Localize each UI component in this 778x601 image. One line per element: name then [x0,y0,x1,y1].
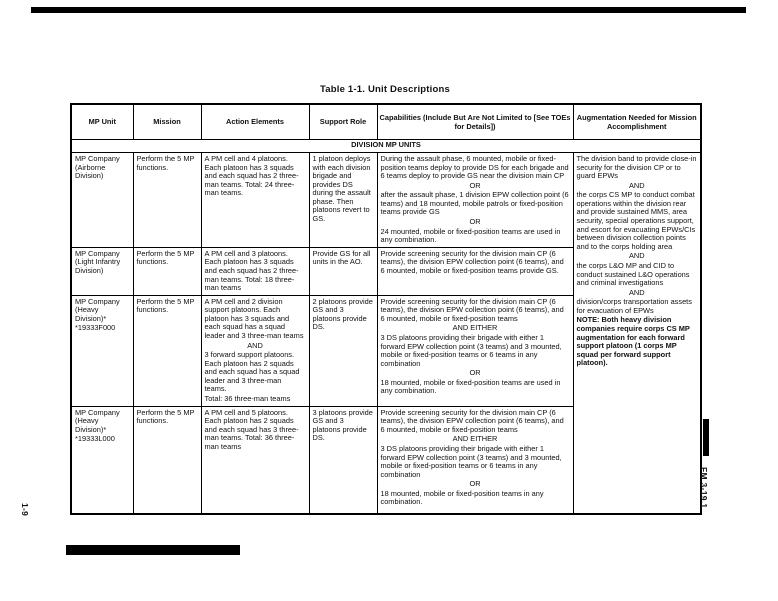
augmentation-joiner: AND [628,287,645,297]
capability-text: Provide screening security for the division main CP (6 teams), the division EPW collection point (6 teams), and 6 mounted, mobile or fixed-position teams [380,296,564,323]
action-elements-text: A PM cell and 3 platoons. Each platoon has 3 squads and each squad has 2 three-man teams. Total: 18 three-man teams [204,248,299,293]
mp-unit-name: MP Company (Airborne Division) [75,154,120,181]
capability-text: 3 DS platoons providing their brigade with either 1 forward EPW collection point (3 teams) and 3 mounted, mobile or fixed-position teams or 6 teams in any combination [380,443,562,479]
mp-unit-cell [71,153,133,248]
mp-unit-name: MP Company (Heavy Division)* [75,407,120,434]
capability-joiner: AND EITHER [452,323,498,333]
support-role-text: 3 platoons provide GS and 3 platoons provide DS. [312,407,373,443]
col-header-mp-unit: MP Unit [71,104,133,140]
mission-cell [133,247,201,295]
mission-cell [133,153,201,248]
col-header-augmentation: Augmentation Needed for Mission Accomplishment [573,104,701,140]
mission-text: Perform the 5 MP functions. [136,154,195,172]
mp-unit-cell [71,406,133,514]
action-elements-joiner: AND [247,340,263,350]
table-row-airborne [71,153,701,248]
mp-unit-cell [71,295,133,406]
support-role-cell [309,153,377,248]
capability-joiner: OR [469,217,481,227]
capability-text: Provide screening security for the division main CP (6 teams), the division EPW collection point (6 teams), and 6 mounted, mobile or fixed-position teams provide GS. [380,248,564,275]
support-role-cell [309,406,377,514]
mission-text: Perform the 5 MP functions. [136,248,195,267]
col-header-support-role: Support Role [309,104,377,140]
capabilities-cell [377,295,573,406]
capability-joiner: AND EITHER [452,434,498,444]
col-header-mission: Mission [133,104,201,140]
mp-unit-toe-code: *19333L000 [75,434,115,444]
augmentation-text: the corps L&O MP and CID to conduct sustained L&O operations and criminal investigations [576,260,690,288]
action-elements-text: A PM cell and 2 division support platoons. Each platoon has 3 squads and each squad has a squad leader and 3 three-man teams [204,296,304,340]
table-title: Table 1-1. Unit Descriptions [319,84,450,95]
action-elements-text: A PM cell and 5 platoons. Each platoon has 2 squads and each squad has 3 three-man teams. Total: 36 three-man teams [204,407,299,451]
page-number: 1-9 [20,503,30,517]
capability-text: 18 mounted, mobile or fixed-position teams in any combination. [380,488,544,507]
capabilities-cell [377,153,573,248]
augmentation-cell [573,153,701,515]
capabilities-cell [377,406,573,514]
support-role-cell [309,295,377,406]
augmentation-joiner: AND [628,180,645,190]
section-row [71,140,701,153]
augmentation-text: the corps CS MP to conduct combat operations within the division rear and provide sustained MMS, area security, special operations support, and escort for evacuating EPWs/CIs between division collection points and to the corps holding area [576,190,696,251]
capability-joiner: OR [469,180,481,190]
support-role-text: 1 platoon deploys with each division brigade and provides DS during the assault phase. Then platoons revert to GS. [312,154,371,224]
mission-cell [133,406,201,514]
capability-text: after the assault phase, 1 division EPW collection point (6 teams) and 18 mounted, mobile patrols or fixed-position teams provide GS [380,190,569,217]
capability-text: Provide screening security for the division main CP (6 teams), the division EPW collection point (6 teams), and 6 mounted, mobile or fixed-position teams [380,407,564,434]
unit-descriptions-table [70,103,702,515]
mission-text: Perform the 5 MP functions. [136,296,195,315]
augmentation-joiner: AND [628,251,645,261]
support-role-cell [309,247,377,295]
capability-joiner: OR [469,368,481,378]
action-elements-text: A PM cell and 4 platoons. Each platoon has 3 squads and each squad has 2 three-man teams. Total: 24 three-man teams. [204,154,299,198]
col-header-capabilities: Capabilities (Include But Are Not Limited to [See TOEs for Details]) [377,104,573,140]
capability-text: 3 DS platoons providing their brigade with either 1 forward EPW collection point (3 teams) and 3 mounted, mobile or fixed-position teams or 6 teams in any combination [380,332,562,368]
section-header: DIVISION MP UNITS [71,140,701,153]
capability-text: During the assault phase, 6 mounted, mobile or fixed-position teams deploy to provide DS for each brigade and 6 teams deploy to provide GS near the division main CP [380,154,569,181]
action-elements-total: Total: 36 three-man teams [204,394,291,404]
mission-text: Perform the 5 MP functions. [136,407,195,426]
action-elements-cell [201,295,309,406]
action-elements-cell [201,153,309,248]
action-elements-text: 3 forward support platoons. Each platoon has 2 squads and each squad has a squad leader and 3 three-man teams. [204,350,300,394]
support-role-text: 2 platoons provide GS and 3 platoons provide DS. [312,296,373,332]
header-row [71,104,701,140]
augmentation-text: division/corps transportation assets for evacuation of EPWs [576,297,692,315]
capabilities-cell [377,247,573,295]
mp-unit-cell [71,247,133,295]
support-role-text: Provide GS for all units in the AO. [312,248,371,267]
mission-cell [133,295,201,406]
col-header-action-elements: Action Elements [201,104,309,140]
action-elements-cell [201,247,309,295]
augmentation-note: NOTE: Both heavy division companies require corps CS MP augmentation for each forward support platoon (1 corps MP squad per forward support platoon). [576,315,690,368]
top-rule [31,7,746,13]
action-elements-cell [201,406,309,514]
capability-text: 24 mounted, mobile or fixed-position teams are used in any combination. [380,226,561,245]
change-bar [703,419,709,456]
bottom-rule [66,545,240,555]
augmentation-text: The division band to provide close-in security for the division CP or to guard EPWs [576,154,697,181]
mp-unit-name: MP Company (Heavy Division)* [75,296,120,323]
doc-number: FM 3-19.1 [699,467,709,509]
capability-text: 18 mounted, mobile or fixed-position teams are used in any combination. [380,377,561,396]
mp-unit-toe-code: *19333F000 [75,323,116,333]
mp-unit-name: MP Company (Light Infantry Division) [75,248,121,275]
capability-joiner: OR [469,479,481,489]
